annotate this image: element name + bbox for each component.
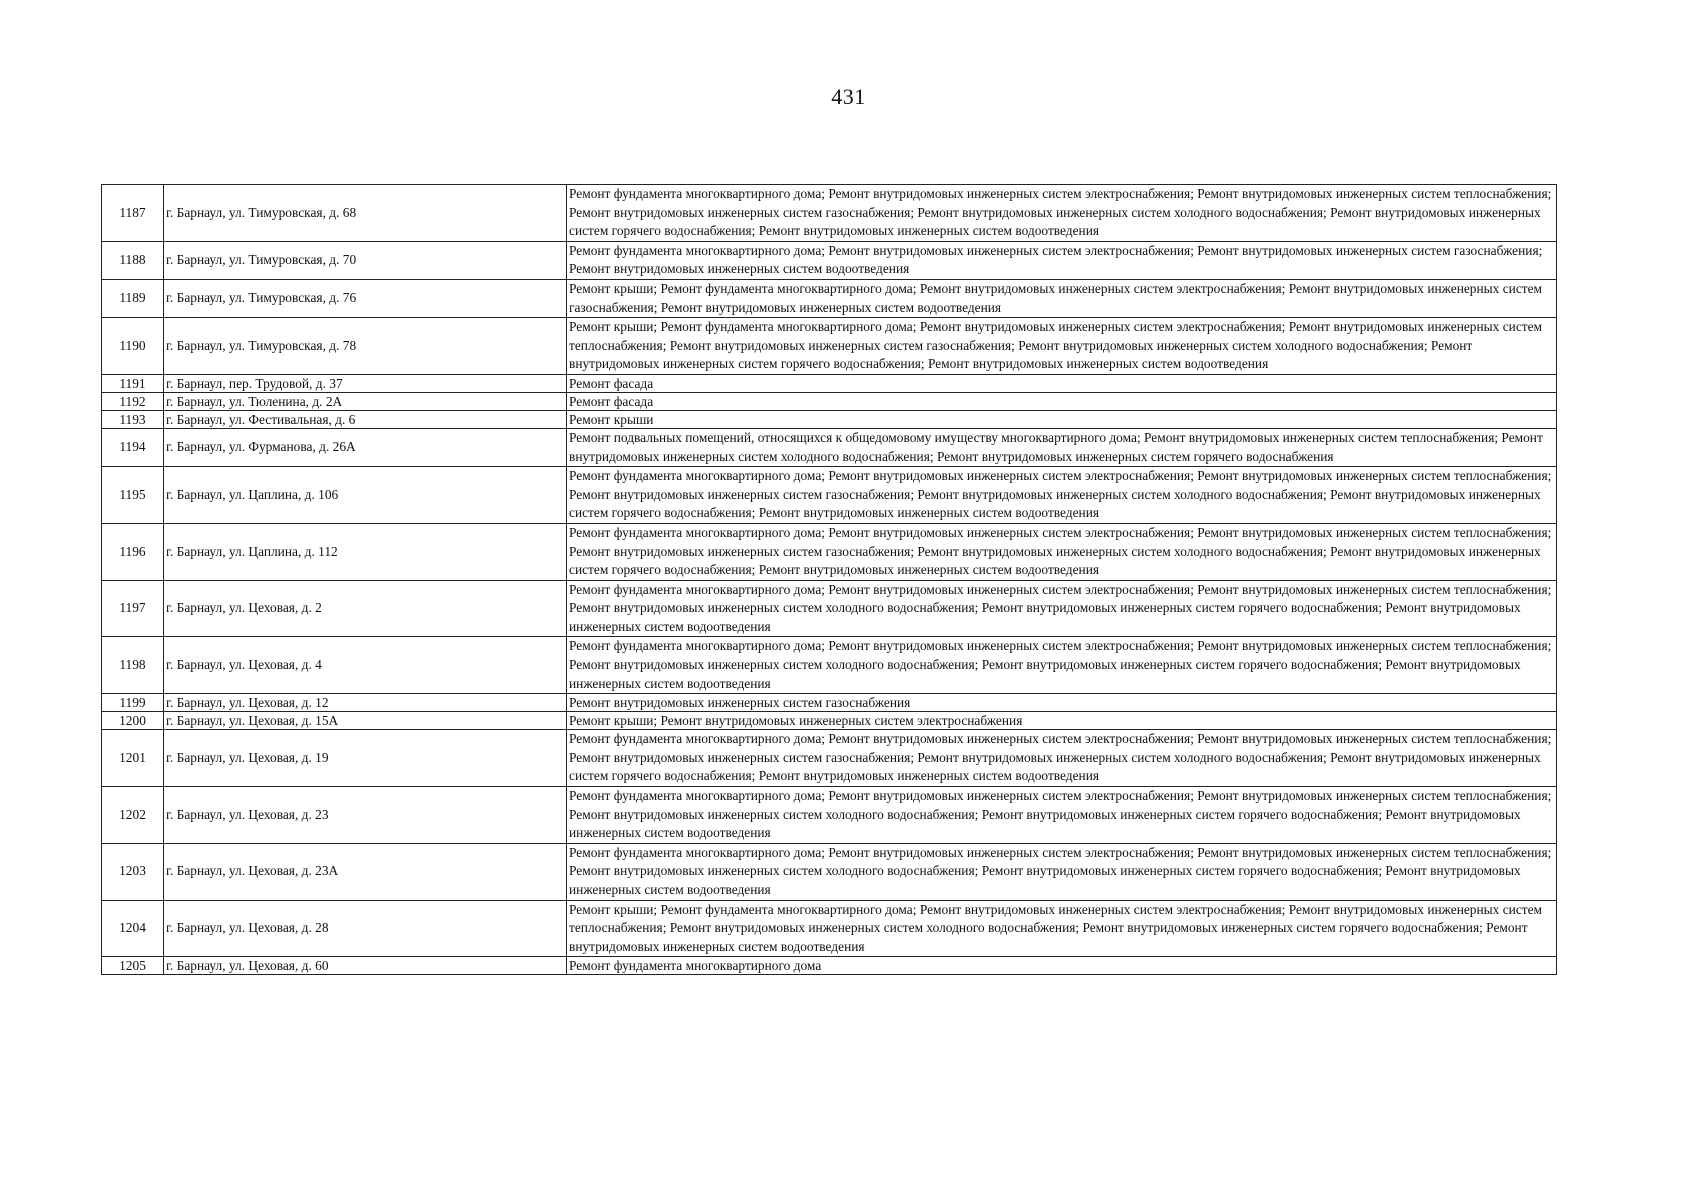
row-number: 1203 bbox=[102, 843, 164, 900]
row-address: г. Барнаул, ул. Цеховая, д. 23 bbox=[164, 787, 567, 844]
row-works: Ремонт фундамента многоквартирного дома; Ремонт внутридомовых инженерных систем электроснабжения; Ремонт внутридомовых инженерных систем газоснабжения; Ремонт внутридомовых инженерных систем водоотведения bbox=[567, 241, 1557, 279]
row-works: Ремонт фундамента многоквартирного дома; Ремонт внутридомовых инженерных систем электроснабжения; Ремонт внутридомовых инженерных систем теплоснабжения; Ремонт внутридомовых инженерных систем газоснабжения; Ремонт внутридомовых инженерных систем холодного водоснабжения; Ремонт внутридомовых инженерных систем горячего водоснабжения; Ремонт внутридомовых инженерных систем водоотведения bbox=[567, 730, 1557, 787]
row-number: 1189 bbox=[102, 279, 164, 317]
table-row bbox=[102, 580, 1557, 637]
row-address: г. Барнаул, ул. Цеховая, д. 23А bbox=[164, 843, 567, 900]
row-number: 1198 bbox=[102, 637, 164, 694]
row-number: 1195 bbox=[102, 467, 164, 524]
row-number: 1188 bbox=[102, 241, 164, 279]
table-row bbox=[102, 279, 1557, 317]
table-row bbox=[102, 843, 1557, 900]
row-number: 1193 bbox=[102, 410, 164, 428]
row-address: г. Барнаул, ул. Фестивальная, д. 6 bbox=[164, 410, 567, 428]
table-row bbox=[102, 694, 1557, 712]
row-number: 1190 bbox=[102, 318, 164, 375]
table-row bbox=[102, 787, 1557, 844]
row-works: Ремонт фундамента многоквартирного дома bbox=[567, 957, 1557, 975]
row-address: г. Барнаул, ул. Цеховая, д. 2 bbox=[164, 580, 567, 637]
row-number: 1201 bbox=[102, 730, 164, 787]
table-row bbox=[102, 712, 1557, 730]
table-body bbox=[102, 185, 1557, 975]
row-address: г. Барнаул, ул. Цеховая, д. 60 bbox=[164, 957, 567, 975]
table-row bbox=[102, 374, 1557, 392]
page-number: 431 bbox=[831, 84, 866, 109]
table-row bbox=[102, 241, 1557, 279]
row-works: Ремонт крыши; Ремонт фундамента многоквартирного дома; Ремонт внутридомовых инженерных систем электроснабжения; Ремонт внутридомовых инженерных систем теплоснабжения; Ремонт внутридомовых инженерных систем газоснабжения; Ремонт внутридомовых инженерных систем холодного водоснабжения; Ремонт внутридомовых инженерных систем горячего водоснабжения; Ремонт внутридомовых инженерных систем водоотведения bbox=[567, 318, 1557, 375]
row-address: г. Барнаул, ул. Тимуровская, д. 68 bbox=[164, 185, 567, 242]
table-row bbox=[102, 185, 1557, 242]
row-works: Ремонт крыши; Ремонт фундамента многоквартирного дома; Ремонт внутридомовых инженерных систем электроснабжения; Ремонт внутридомовых инженерных систем теплоснабжения; Ремонт внутридомовых инженерных систем холодного водоснабжения; Ремонт внутридомовых инженерных систем горячего водоснабжения; Ремонт внутридомовых инженерных систем водоотведения bbox=[567, 900, 1557, 957]
row-works: Ремонт фасада bbox=[567, 374, 1557, 392]
row-works: Ремонт фасада bbox=[567, 392, 1557, 410]
row-number: 1204 bbox=[102, 900, 164, 957]
row-works: Ремонт фундамента многоквартирного дома; Ремонт внутридомовых инженерных систем электроснабжения; Ремонт внутридомовых инженерных систем теплоснабжения; Ремонт внутридомовых инженерных систем холодного водоснабжения; Ремонт внутридомовых инженерных систем горячего водоснабжения; Ремонт внутридомовых инженерных систем водоотведения bbox=[567, 787, 1557, 844]
row-works: Ремонт фундамента многоквартирного дома; Ремонт внутридомовых инженерных систем электроснабжения; Ремонт внутридомовых инженерных систем теплоснабжения; Ремонт внутридомовых инженерных систем холодного водоснабжения; Ремонт внутридомовых инженерных систем горячего водоснабжения; Ремонт внутридомовых инженерных систем водоотведения bbox=[567, 843, 1557, 900]
row-address: г. Барнаул, ул. Цаплина, д. 112 bbox=[164, 523, 567, 580]
row-address: г. Барнаул, ул. Цаплина, д. 106 bbox=[164, 467, 567, 524]
row-number: 1191 bbox=[102, 374, 164, 392]
row-number: 1192 bbox=[102, 392, 164, 410]
row-address: г. Барнаул, ул. Фурманова, д. 26А bbox=[164, 428, 567, 466]
row-works: Ремонт крыши bbox=[567, 410, 1557, 428]
row-address: г. Барнаул, ул. Тимуровская, д. 76 bbox=[164, 279, 567, 317]
row-works: Ремонт фундамента многоквартирного дома; Ремонт внутридомовых инженерных систем электроснабжения; Ремонт внутридомовых инженерных систем теплоснабжения; Ремонт внутридомовых инженерных систем холодного водоснабжения; Ремонт внутридомовых инженерных систем горячего водоснабжения; Ремонт внутридомовых инженерных систем водоотведения bbox=[567, 637, 1557, 694]
table-row bbox=[102, 410, 1557, 428]
row-address: г. Барнаул, ул. Цеховая, д. 4 bbox=[164, 637, 567, 694]
row-number: 1200 bbox=[102, 712, 164, 730]
repair-works-table bbox=[101, 184, 1557, 975]
row-works: Ремонт крыши; Ремонт фундамента многоквартирного дома; Ремонт внутридомовых инженерных систем электроснабжения; Ремонт внутридомовых инженерных систем газоснабжения; Ремонт внутридомовых инженерных систем водоотведения bbox=[567, 279, 1557, 317]
row-number: 1187 bbox=[102, 185, 164, 242]
row-address: г. Барнаул, пер. Трудовой, д. 37 bbox=[164, 374, 567, 392]
row-number: 1196 bbox=[102, 523, 164, 580]
table-row bbox=[102, 637, 1557, 694]
row-address: г. Барнаул, ул. Тимуровская, д. 78 bbox=[164, 318, 567, 375]
row-works: Ремонт фундамента многоквартирного дома; Ремонт внутридомовых инженерных систем электроснабжения; Ремонт внутридомовых инженерных систем теплоснабжения; Ремонт внутридомовых инженерных систем газоснабжения; Ремонт внутридомовых инженерных систем холодного водоснабжения; Ремонт внутридомовых инженерных систем горячего водоснабжения; Ремонт внутридомовых инженерных систем водоотведения bbox=[567, 523, 1557, 580]
row-works: Ремонт крыши; Ремонт внутридомовых инженерных систем электроснабжения bbox=[567, 712, 1557, 730]
row-number: 1194 bbox=[102, 428, 164, 466]
table-row bbox=[102, 730, 1557, 787]
table-row bbox=[102, 467, 1557, 524]
row-works: Ремонт фундамента многоквартирного дома; Ремонт внутридомовых инженерных систем электроснабжения; Ремонт внутридомовых инженерных систем теплоснабжения; Ремонт внутридомовых инженерных систем газоснабжения; Ремонт внутридомовых инженерных систем холодного водоснабжения; Ремонт внутридомовых инженерных систем горячего водоснабжения; Ремонт внутридомовых инженерных систем водоотведения bbox=[567, 467, 1557, 524]
row-works: Ремонт подвальных помещений, относящихся к общедомовому имуществу многоквартирного дома; Ремонт внутридомовых инженерных систем теплоснабжения; Ремонт внутридомовых инженерных систем холодного водоснабжения; Ремонт внутридомовых инженерных систем горячего водоснабжения bbox=[567, 428, 1557, 466]
row-address: г. Барнаул, ул. Цеховая, д. 15А bbox=[164, 712, 567, 730]
table-row bbox=[102, 523, 1557, 580]
row-address: г. Барнаул, ул. Цеховая, д. 12 bbox=[164, 694, 567, 712]
row-address: г. Барнаул, ул. Цеховая, д. 28 bbox=[164, 900, 567, 957]
table-row bbox=[102, 957, 1557, 975]
row-number: 1202 bbox=[102, 787, 164, 844]
row-number: 1205 bbox=[102, 957, 164, 975]
row-address: г. Барнаул, ул. Цеховая, д. 19 bbox=[164, 730, 567, 787]
row-works: Ремонт фундамента многоквартирного дома; Ремонт внутридомовых инженерных систем электроснабжения; Ремонт внутридомовых инженерных систем теплоснабжения; Ремонт внутридомовых инженерных систем газоснабжения; Ремонт внутридомовых инженерных систем холодного водоснабжения; Ремонт внутридомовых инженерных систем горячего водоснабжения; Ремонт внутридомовых инженерных систем водоотведения bbox=[567, 185, 1557, 242]
table-row bbox=[102, 900, 1557, 957]
row-works: Ремонт внутридомовых инженерных систем газоснабжения bbox=[567, 694, 1557, 712]
row-address: г. Барнаул, ул. Тимуровская, д. 70 bbox=[164, 241, 567, 279]
row-works: Ремонт фундамента многоквартирного дома; Ремонт внутридомовых инженерных систем электроснабжения; Ремонт внутридомовых инженерных систем теплоснабжения; Ремонт внутридомовых инженерных систем холодного водоснабжения; Ремонт внутридомовых инженерных систем горячего водоснабжения; Ремонт внутридомовых инженерных систем водоотведения bbox=[567, 580, 1557, 637]
table-row bbox=[102, 428, 1557, 466]
table-row bbox=[102, 318, 1557, 375]
row-number: 1199 bbox=[102, 694, 164, 712]
row-address: г. Барнаул, ул. Тюленина, д. 2А bbox=[164, 392, 567, 410]
table-row bbox=[102, 392, 1557, 410]
row-number: 1197 bbox=[102, 580, 164, 637]
